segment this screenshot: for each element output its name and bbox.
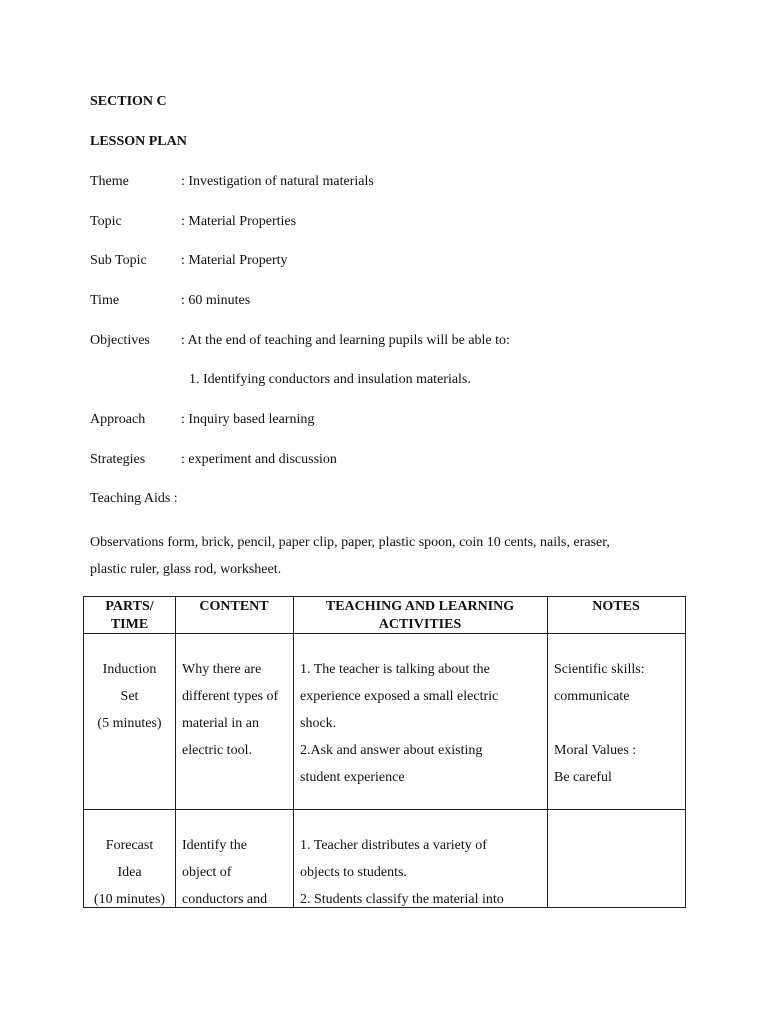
section-heading: SECTION C	[90, 94, 167, 109]
row1-activities-cell	[300, 656, 498, 791]
time-label: Time	[90, 293, 120, 308]
cell-line: (5 minutes)	[97, 716, 162, 731]
row-divider	[84, 809, 685, 810]
cell-line: Set	[120, 689, 139, 704]
strategies-value: : experiment and discussion	[181, 452, 337, 467]
lesson-plan-table	[83, 596, 686, 908]
cell-line: Identify the	[182, 838, 247, 853]
approach-label: Approach	[90, 412, 146, 427]
teaching-aids-list	[90, 529, 665, 583]
cell-line: different types of	[182, 689, 279, 704]
column-divider	[547, 597, 548, 907]
page-title: LESSON PLAN	[90, 134, 187, 149]
topic-value: : Material Properties	[181, 214, 297, 229]
objectives-label: Objectives	[90, 333, 150, 348]
theme-label: Theme	[90, 174, 129, 189]
column-divider	[175, 597, 176, 907]
cell-line: shock.	[300, 716, 337, 731]
cell-line: 2.Ask and answer about existing	[300, 743, 483, 758]
header-text: TIME	[110, 617, 149, 632]
cell-line: Idea	[117, 865, 142, 880]
subtopic-value: : Material Property	[181, 253, 288, 268]
cell-line: 1. Teacher distributes a variety of	[300, 838, 487, 853]
teaching-aids-line: Observations form, brick, pencil, paper clip, paper, plastic spoon, coin 10 cents, nails, eraser,	[90, 535, 610, 550]
header-text: TEACHING AND LEARNING	[325, 599, 515, 614]
row1-parts-cell	[84, 656, 175, 737]
cell-line: experience exposed a small electric	[300, 689, 499, 704]
cell-line: 1. The teacher is talking about the	[300, 662, 490, 677]
cell-line: Forecast	[105, 838, 154, 853]
cell-line: object of	[182, 865, 232, 880]
cell-line: Be careful	[554, 770, 612, 785]
header-notes: NOTES	[592, 599, 640, 614]
header-parts-time	[84, 598, 175, 634]
approach-value: : Inquiry based learning	[181, 412, 315, 427]
cell-line: conductors and	[182, 892, 268, 907]
cell-line: Induction	[102, 662, 157, 677]
strategies-label: Strategies	[90, 452, 146, 467]
row1-content-cell	[182, 656, 278, 764]
cell-line: Why there are	[182, 662, 262, 677]
row2-activities-cell	[300, 832, 504, 913]
cell-line: communicate	[554, 689, 630, 704]
row1-notes-cell	[554, 656, 645, 791]
column-divider	[293, 597, 294, 907]
cell-spacer	[554, 710, 645, 737]
teaching-aids-label: Teaching Aids :	[90, 491, 178, 506]
cell-line: Scientific skills:	[554, 662, 645, 677]
header-content: CONTENT	[199, 599, 269, 614]
objectives-value: : At the end of teaching and learning pupils will be able to:	[181, 333, 510, 348]
theme-value: : Investigation of natural materials	[181, 174, 374, 189]
cell-line: objects to students.	[300, 865, 407, 880]
header-text: ACTIVITIES	[378, 617, 462, 632]
cell-line: student experience	[300, 770, 405, 785]
cell-line: (10 minutes)	[93, 892, 166, 907]
subtopic-label: Sub Topic	[90, 253, 147, 268]
cell-line: 2. Students classify the material into	[300, 892, 504, 907]
teaching-aids-line: plastic ruler, glass rod, worksheet.	[90, 562, 282, 577]
row2-parts-cell	[84, 832, 175, 913]
cell-line: material in an	[182, 716, 259, 731]
topic-label: Topic	[90, 214, 122, 229]
cell-line: Moral Values :	[554, 743, 637, 758]
objective-item: 1. Identifying conductors and insulation materials.	[189, 372, 471, 387]
row2-content-cell	[182, 832, 267, 913]
cell-line: electric tool.	[182, 743, 252, 758]
header-activities	[293, 598, 547, 634]
time-value: : 60 minutes	[181, 293, 251, 308]
header-text: PARTS/	[105, 599, 154, 614]
